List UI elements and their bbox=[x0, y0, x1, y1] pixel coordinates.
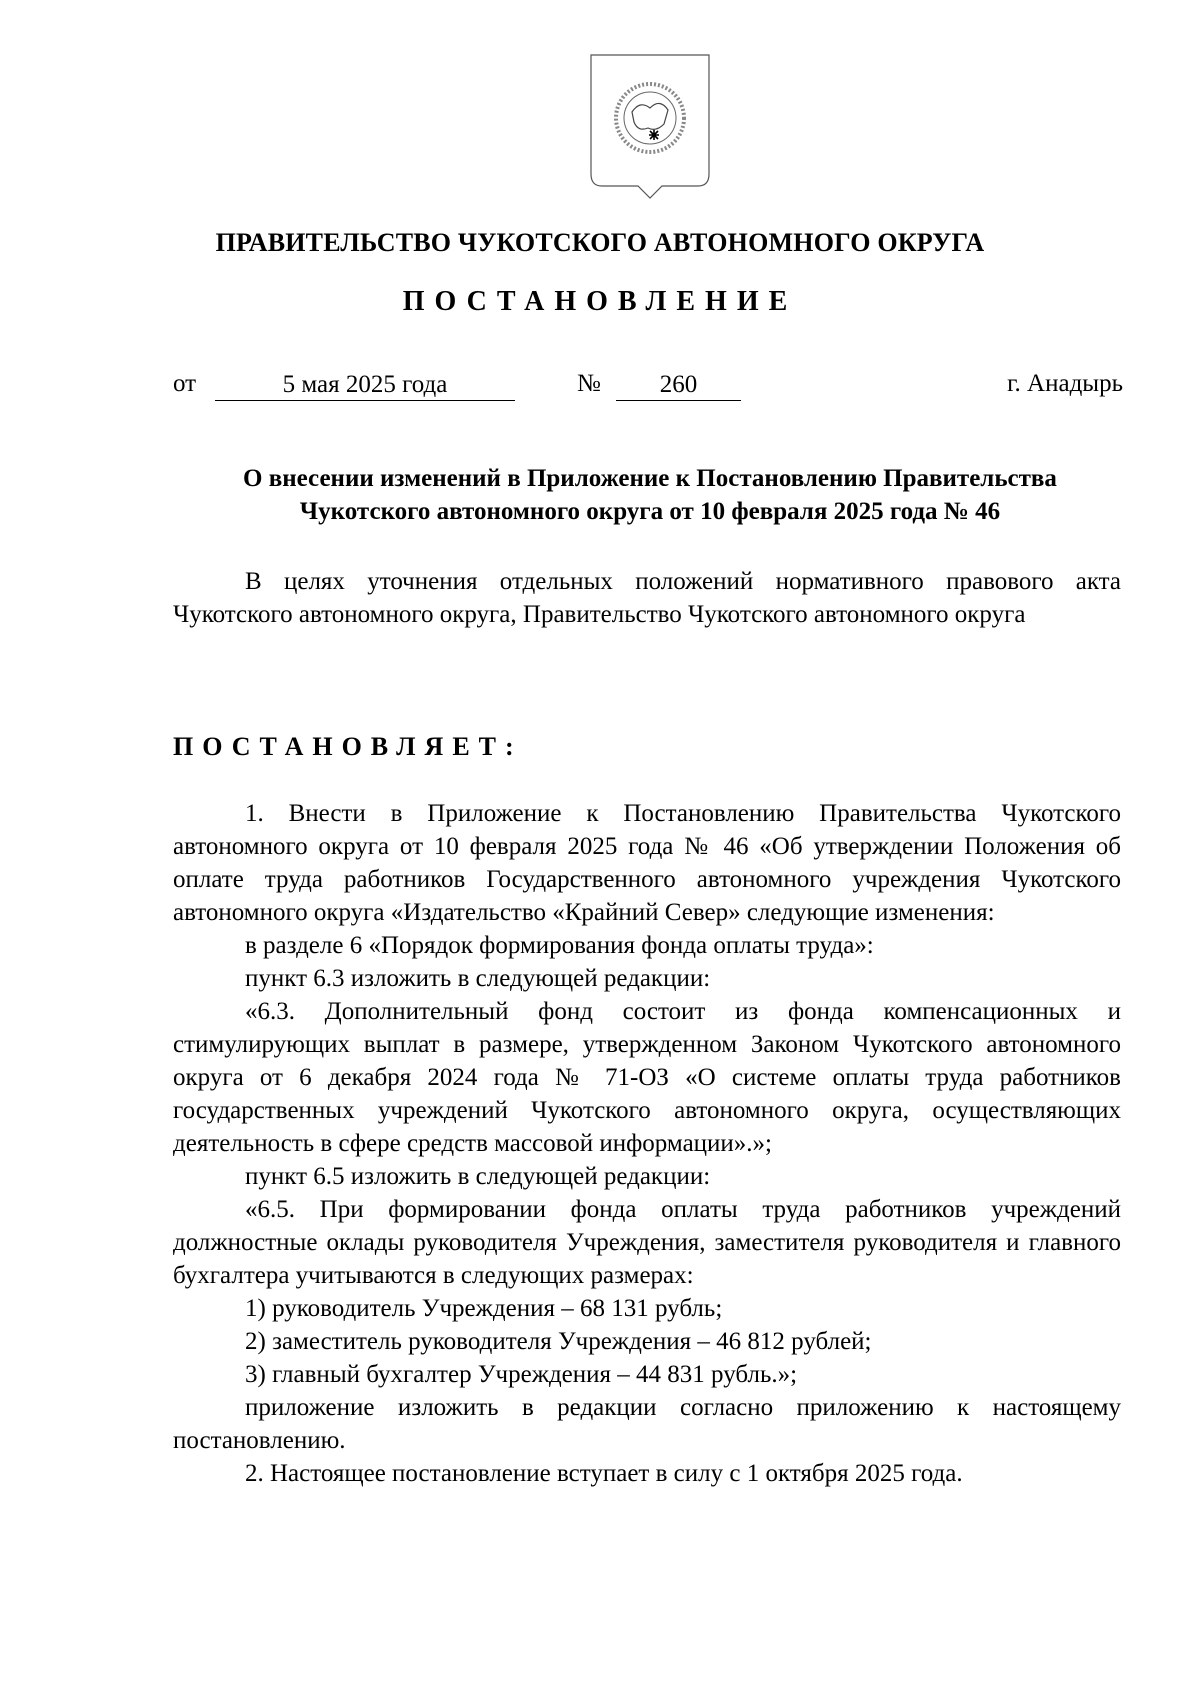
document-subject bbox=[180, 462, 1120, 528]
document-city: г. Анадырь bbox=[1007, 370, 1123, 397]
document-number: 260 bbox=[616, 370, 741, 401]
document-body bbox=[173, 797, 1121, 1490]
date-label: от bbox=[173, 370, 197, 397]
paragraph: «6.5. При формировании фонда оплаты труда работников учреждений должностные оклады руководителя Учреждения, заместителя руководителя и главного бухгалтера учитываются в следующих размерах: bbox=[173, 1196, 1121, 1289]
paragraph: пункт 6.5 изложить в следующей редакции: bbox=[245, 1163, 711, 1190]
list-item: 2) заместитель руководителя Учреждения – 46 812 рублей; bbox=[245, 1328, 872, 1355]
paragraph: пункт 6.3 изложить в следующей редакции: bbox=[245, 965, 711, 992]
number-label: № bbox=[577, 370, 601, 397]
paragraph: 2. Настоящее постановление вступает в силу с 1 октября 2025 года. bbox=[245, 1460, 963, 1487]
coat-of-arms-emblem bbox=[588, 52, 712, 202]
coat-of-arms-chukotka-icon bbox=[588, 52, 712, 202]
document-date: 5 мая 2025 года bbox=[215, 370, 515, 401]
list-item: 1) руководитель Учреждения – 68 131 рубль; bbox=[245, 1295, 723, 1322]
decree-heading: ПОСТАНОВЛЯЕТ: bbox=[173, 732, 523, 761]
government-title: ПРАВИТЕЛЬСТВО ЧУКОТСКОГО АВТОНОМНОГО ОКРУГА bbox=[215, 228, 985, 257]
subject-line-1: О внесении изменений в Приложение к Постановлению Правительства bbox=[243, 465, 1057, 492]
paragraph: 1. Внести в Приложение к Постановлению Правительства Чукотского автономного округа от 10 февраля 2025 года № 46 «Об утверждении Положения об оплате труда работников Государственного автономного учреждения Чукотского автономного округа «Издательство «Крайний Север» следующие изменения: bbox=[173, 800, 1121, 926]
intro-paragraph: В целях уточнения отдельных положений нормативного правового акта Чукотского автономного округа, Правительство Чукотского автономного округа bbox=[173, 568, 1121, 628]
paragraph: в разделе 6 «Порядок формирования фонда оплаты труда»: bbox=[245, 932, 874, 959]
paragraph: «6.3. Дополнительный фонд состоит из фонда компенсационных и стимулирующих выплат в размере, утвержденном Законом Чукотского автономного округа от 6 декабря 2024 года № 71-ОЗ «О системе оплаты труда работников государственных учреждений Чукотского автономного округа, осуществляющих деятельность в сфере средств массовой информации».»; bbox=[173, 998, 1121, 1157]
subject-line-2: Чукотского автономного округа от 10 февраля 2025 года № 46 bbox=[299, 498, 1001, 525]
document-meta-row bbox=[173, 370, 1123, 404]
list-item: 3) главный бухгалтер Учреждения – 44 831 рубль.»; bbox=[245, 1361, 798, 1388]
paragraph: приложение изложить в редакции согласно приложению к настоящему постановлению. bbox=[173, 1394, 1121, 1454]
document-type-title: ПОСТАНОВЛЕНИЕ bbox=[402, 286, 798, 317]
